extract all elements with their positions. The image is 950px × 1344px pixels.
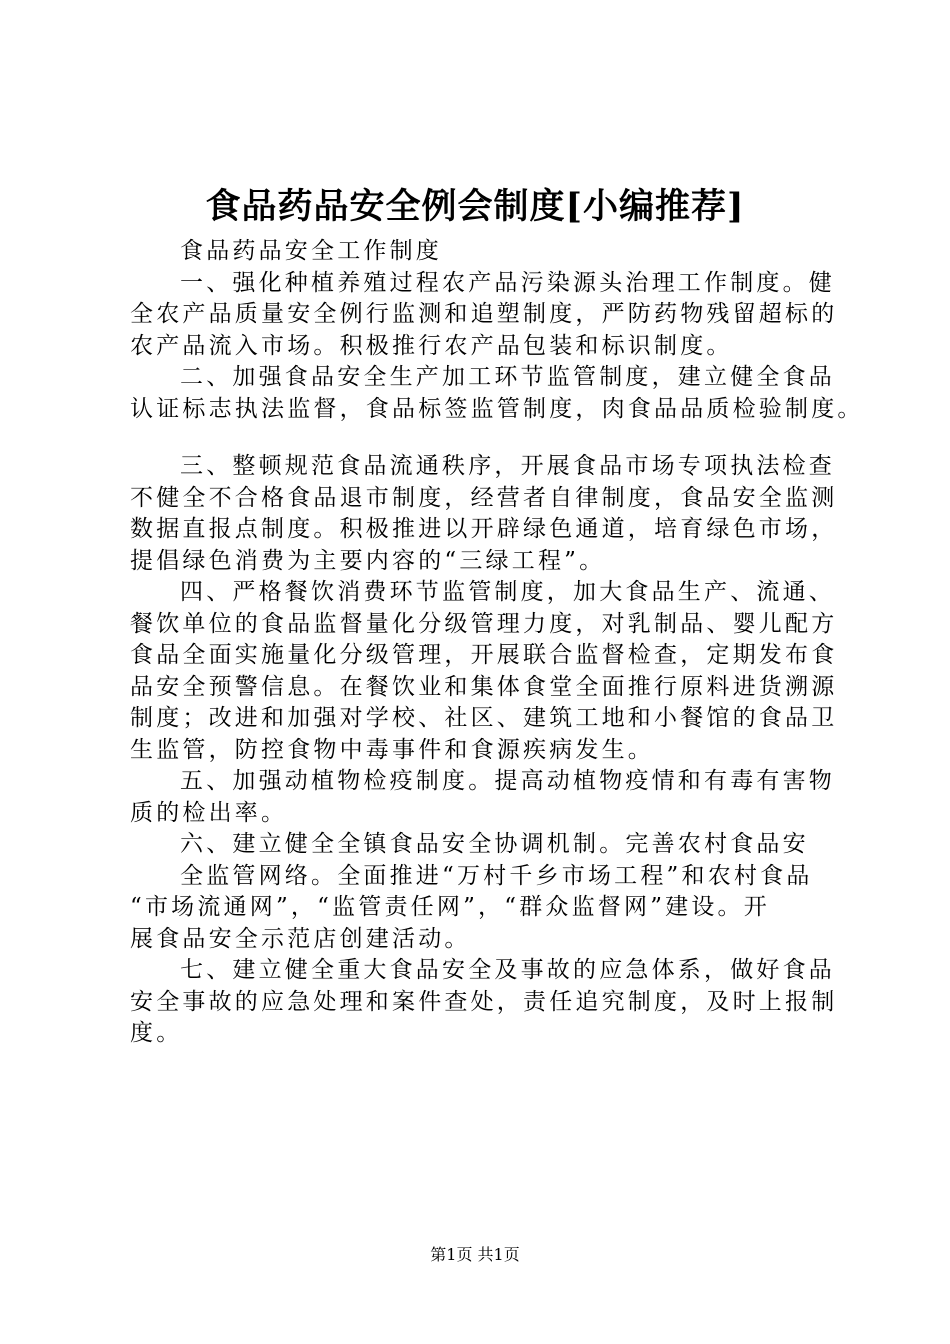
text-line: 三、整顿规范食品流通秩序，开展食品市场专项执法检查: [180, 453, 835, 479]
text-line: 度。: [130, 1020, 183, 1046]
text-line: 五、加强动植物检疫制度。提高动植物疫情和有毒有害物: [180, 768, 835, 794]
text-line: 全农产品质量安全例行监测和追塑制度，严防药物残留超标的: [130, 301, 838, 327]
paragraph-heading: 食品药品安全工作制度: [180, 238, 442, 264]
text-line: 安全事故的应急处理和案件查处，责任追究制度，及时上报制: [130, 988, 838, 1015]
text-line: 餐饮单位的食品监督量化分级管理力度，对乳制品、婴儿配方: [130, 610, 838, 637]
text-line: 提倡绿色消费为主要内容的“三绿工程”。: [130, 547, 606, 574]
text-line: 农产品流入市场。积极推行农产品包装和标识制度。: [130, 332, 733, 359]
text-line: 食品全面实施量化分级管理，开展联合监督检查，定期发布食: [130, 642, 838, 668]
text-line: 六、建立健全全镇食品安全协调机制。完善农村食品安: [180, 831, 809, 857]
text-line: “市场流通网”，“监管责任网”，“群众监督网”建设。开: [130, 894, 770, 920]
text-line: 一、强化种植养殖过程农产品污染源头治理工作制度。健: [180, 269, 835, 296]
text-line: 二、加强食品安全生产加工环节监管制度，建立健全食品: [180, 364, 835, 390]
text-line: 品安全预警信息。在餐饮业和集体食堂全面推行原料进货溯源: [130, 673, 838, 700]
text-line: 生监管，防控食物中毒事件和食源疾病发生。: [130, 736, 654, 763]
body-block-2: [130, 451, 838, 1050]
text-line: 展食品安全示范店创建活动。: [130, 925, 471, 952]
text-line: 七、建立健全重大食品安全及事故的应急体系，做好食品: [180, 957, 835, 983]
text-line: 制度；改进和加强对学校、社区、建筑工地和小餐馆的食品卫: [130, 705, 838, 731]
text-line: 质的检出率。: [130, 799, 288, 826]
text-line: 不健全不合格食品退市制度，经营者自律制度，食品安全监测: [130, 484, 838, 511]
body-block-1: [130, 236, 864, 425]
text-line: 数据直报点制度。积极推进以开辟绿色通道，培育绿色市场，: [130, 516, 838, 542]
text-line: 认证标志执法监督，食品标签监管制度，肉食品品质检验制度。: [130, 395, 864, 422]
document-title: 食品药品安全例会制度[小编推荐]: [205, 186, 745, 227]
page-footer: 第1页 共1页: [430, 1245, 520, 1264]
text-line: 四、严格餐饮消费环节监管制度，加大食品生产、流通、: [180, 579, 835, 605]
text-line: 全监管网络。全面推进“万村千乡市场工程”和农村食品: [180, 862, 813, 889]
